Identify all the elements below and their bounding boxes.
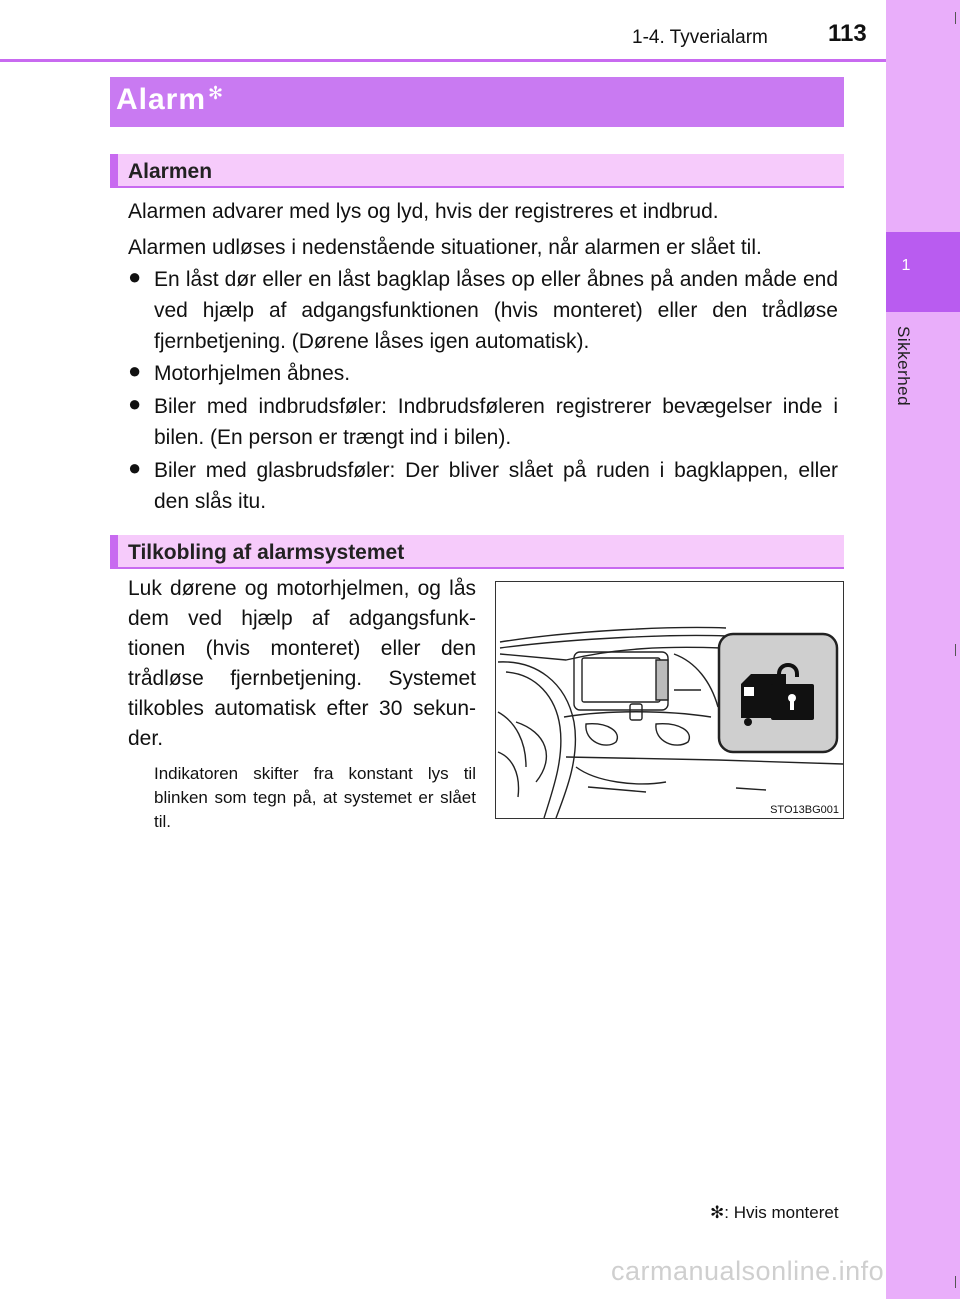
subheading-text: Alarmen bbox=[128, 160, 213, 183]
subheading-marker bbox=[110, 154, 118, 186]
paragraph: Alarmen advarer med lys og lyd, hvis der registreres et indbrud. bbox=[128, 200, 719, 223]
page-title-text: Alarm bbox=[116, 83, 207, 116]
chapter-label: Sikkerhed bbox=[894, 326, 913, 407]
page-number: 113 bbox=[828, 20, 867, 47]
watermark: carmanualsonline.info bbox=[611, 1256, 885, 1286]
bullet-icon: ● bbox=[128, 391, 142, 416]
running-header-section: 1-4. Tyverialarm bbox=[632, 27, 768, 48]
bullet-icon: ● bbox=[128, 264, 142, 289]
asterisk-icon: ✻ bbox=[208, 83, 225, 103]
paragraph: Alarmen udløses i nedenstående situationer, når alarmen er slået til. bbox=[128, 236, 762, 259]
dashboard-drawing bbox=[496, 582, 843, 818]
page-title bbox=[116, 83, 224, 117]
chapter-number: 1 bbox=[901, 257, 911, 274]
footnote-text: : Hvis monteret bbox=[724, 1203, 839, 1222]
subheading-tilkobling bbox=[110, 535, 844, 569]
crop-mark bbox=[955, 1276, 956, 1288]
dashboard-illustration bbox=[495, 581, 844, 819]
chapter-side-tab bbox=[886, 0, 960, 1299]
page-title-bar bbox=[110, 77, 844, 127]
subheading-marker bbox=[110, 535, 118, 567]
bullet-icon: ● bbox=[128, 358, 142, 383]
asterisk-icon: ✻ bbox=[710, 1203, 725, 1222]
crop-mark bbox=[955, 644, 956, 656]
subheading-text: Tilkobling af alarmsystemet bbox=[128, 541, 405, 564]
body-text: Luk dørene og motorhjelmen, og lås dem ved hjælp af adgangsfunk-tionen (hvis monteret) eller den trådløse fjernbetjening. Systemet tilkobles automatisk efter 30 sekun-der. bbox=[128, 577, 476, 750]
note-text: Indikatoren skifter fra konstant lys til blinken som tegn på, at systemet er slået til. bbox=[154, 764, 476, 831]
crop-mark bbox=[955, 12, 956, 24]
list-item: Biler med indbrudsføler: Indbrudsføleren registrerer bevægelser inde i bilen. (En person er trængt ind i bilen). bbox=[154, 395, 838, 449]
list-item: En låst dør eller en låst bagklap låses op eller åbnes på anden måde end ved hjælp af adgangsfunktionen (hvis monteret) eller den trådløse fjernbetjening. (Dørene låses igen automatisk). bbox=[154, 268, 838, 353]
list-item: Biler med glasbrudsføler: Der bliver slået på ruden i bagklappen, eller den slås itu. bbox=[154, 459, 838, 513]
bullet-icon: ● bbox=[128, 455, 142, 480]
header-rule bbox=[0, 59, 886, 62]
list-item: Motorhjelmen åbnes. bbox=[154, 362, 351, 385]
figure-code: STO13BG001 bbox=[770, 804, 839, 816]
footnote bbox=[710, 1203, 839, 1223]
subheading-alarmen bbox=[110, 154, 844, 188]
